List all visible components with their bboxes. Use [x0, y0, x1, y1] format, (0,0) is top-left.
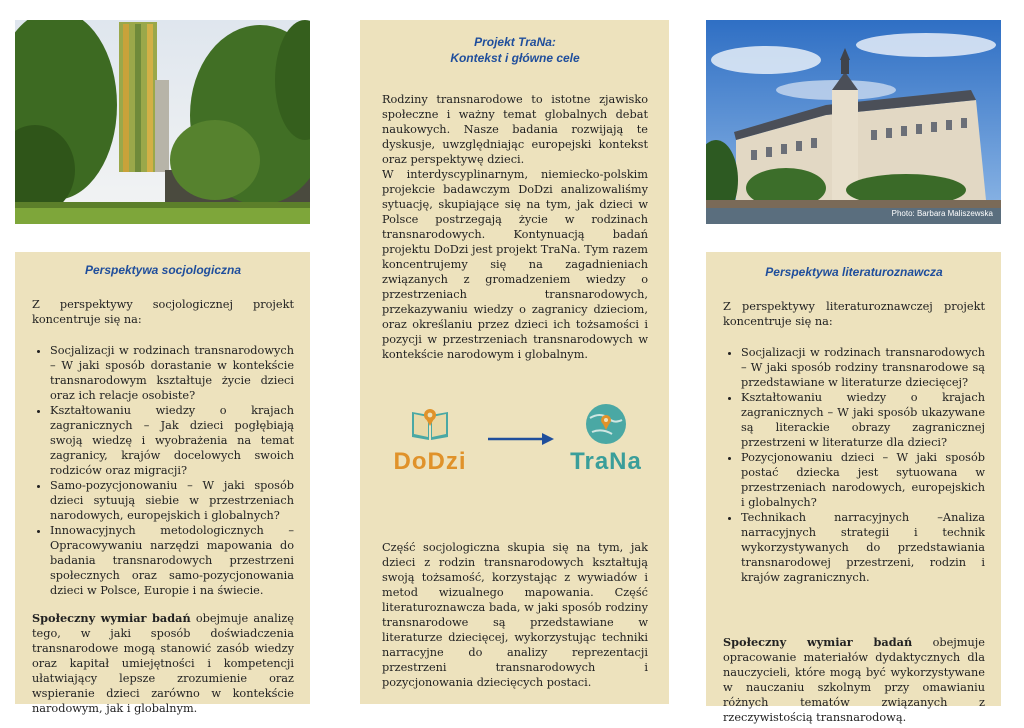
project-title-line1: Projekt TraNa:: [474, 35, 556, 49]
literary-social-dimension: [723, 635, 985, 725]
project-title-line2: Kontekst i główne cele: [450, 51, 580, 65]
logos-row: [380, 406, 650, 486]
literary-heading: Perspektywa literaturoznawcza: [765, 265, 943, 279]
sociological-heading: Perspektywa socjologiczna: [84, 263, 242, 277]
context-paragraph-3: Część socjologiczna skupia się na tym, jak dzieci z rodzin transnarodowych kształtują swoją tożsamość, korzystając z wywiadów i metod wizualnego mapowania. Część literaturoznawcza bada, w jaki sposób rodziny transnarodowe są przedstawiane w literaturze dziecięcej, wykorzystując techniki narracyjne do analizy reprezentacji przestrzeni transnarodowych i pozycjonowania dziecięcych postaci.: [382, 541, 648, 689]
social-dimension-bold: Społeczny wymiar badań: [32, 611, 191, 625]
list-item: • Pozycjonowaniu dzieci – W jaki sposób postać dziecka jest sytuowana w przestrzeniach narodowych, europejskich i globalnych?: [741, 450, 985, 510]
sociological-social-dimension: [32, 611, 294, 716]
social-dimension-text: obejmuje analizę tego, w jaki sposób doświadczenia transnarodowe mogą stanowić zasób wiedzy oraz kapitał umiejętności i kompetencji ułatwiający lepsze zrozumienie oraz wspieranie dzieci zarówno w kontekście narodowym, jak i globalnym.: [32, 612, 294, 715]
trana-logo-text: TraNa: [570, 448, 642, 475]
list-item: • Samo-pozycjonowaniu – W jaki sposób dzieci sytuują siebie w przestrzeniach narodowych, europejskich i globalnych?: [50, 478, 294, 523]
list-item: • Kształtowaniu wiedzy o krajach zagranicznych – Jak dzieci pogłębiają swoją wiedzę i wyobrażenia na temat zagranicy, krajów docelowych swoich rodziców oraz migracji?: [50, 403, 294, 478]
dodzi-logo: [380, 406, 480, 476]
literary-panel: [706, 252, 1001, 724]
university-building-photo: [706, 20, 1001, 224]
context-paragraph-1: Rodziny transnarodowe to istotne zjawisko społeczne i ważny temat globalnych debat naukowych. Nasze badania rozwijają te dyskusje, uwzględniając europejski kontekst oraz perspektywę dzieci.: [382, 93, 648, 166]
park-skyscraper-photo: [15, 20, 310, 224]
sociological-bullet-list: [32, 343, 294, 598]
list-item: • Technikach narracyjnych –Analiza narracyjnych strategii i technik wykorzystywanych do przedstawiania transnarodowej przestrzeni, rodzin i krajów zagranicznych.: [741, 510, 985, 585]
literary-intro: Z perspektywy literaturoznawczej projekt koncentruje się na:: [723, 300, 985, 328]
list-item: • Innowacyjnych metodologicznych – Opracowywaniu narzędzi mapowania do badania transnarodowych przestrzeni społecznych oraz samo-pozycjonowania dzieci w Polsce, Europie i na świecie.: [50, 523, 294, 598]
dodzi-logo-text: DoDzi: [393, 448, 467, 475]
project-context-panel: [360, 20, 669, 704]
arrow-right-icon: [488, 432, 554, 446]
social-dimension-text: obejmuje opracowanie materiałów dydaktycznych dla nauczycieli, które mogą być wykorzystywane w nauczaniu szkolnym przy omawianiu różnych tematów związanych z rzeczywistością transnarodową.: [723, 636, 985, 724]
photo-credit: Photo: Barbara Maliszewska: [891, 209, 993, 218]
list-item: • Socjalizacji w rodzinach transnarodowych – W jaki sposób rodziny transnarodowe są przedstawiane w literaturze dziecięcej?: [741, 345, 985, 390]
social-dimension-bold: Społeczny wymiar badań: [723, 635, 913, 649]
book-map-icon: [410, 406, 450, 442]
trana-logo: [556, 402, 656, 476]
globe-icon: [582, 402, 630, 446]
context-paragraph-2: W interdyscyplinarnym, niemiecko-polskim projekcie badawczym DoDzi analizowaliśmy sytuację, skupiające się na tym, jak dzieci w Polsce postrzegają życie w rodzinach transnarodowych. Kontynuacją badań projektu DoDzi jest projekt TraNa. Tym razem koncentrujemy się na zagadnieniach związanych z gromadzeniem wiedzy o przestrzeniach transnarodowych, przekazywaniu wiedzy o zagranicy dzieciom, oraz określaniu przez dzieci ich tożsamości i pozycji w przestrzeniach transnarodowych w kontekście narodowym i globalnym.: [382, 168, 648, 361]
list-item: • Socjalizacji w rodzinach transnarodowych – W jaki sposób dorastanie w kontekście transnarodowym kształtuje życie dzieci oraz ich relacje osobiste?: [50, 343, 294, 403]
literary-bullet-list: [723, 345, 985, 585]
list-item: • Kształtowaniu wiedzy o krajach zagranicznych – W jaki sposób ukazywane są literackie obrazy zagranicznej przestrzeni w literaturze dla dzieci?: [741, 390, 985, 450]
sociological-panel: [15, 252, 310, 715]
sociological-intro: Z perspektywy socjologicznej projekt koncentruje się na:: [32, 298, 294, 326]
